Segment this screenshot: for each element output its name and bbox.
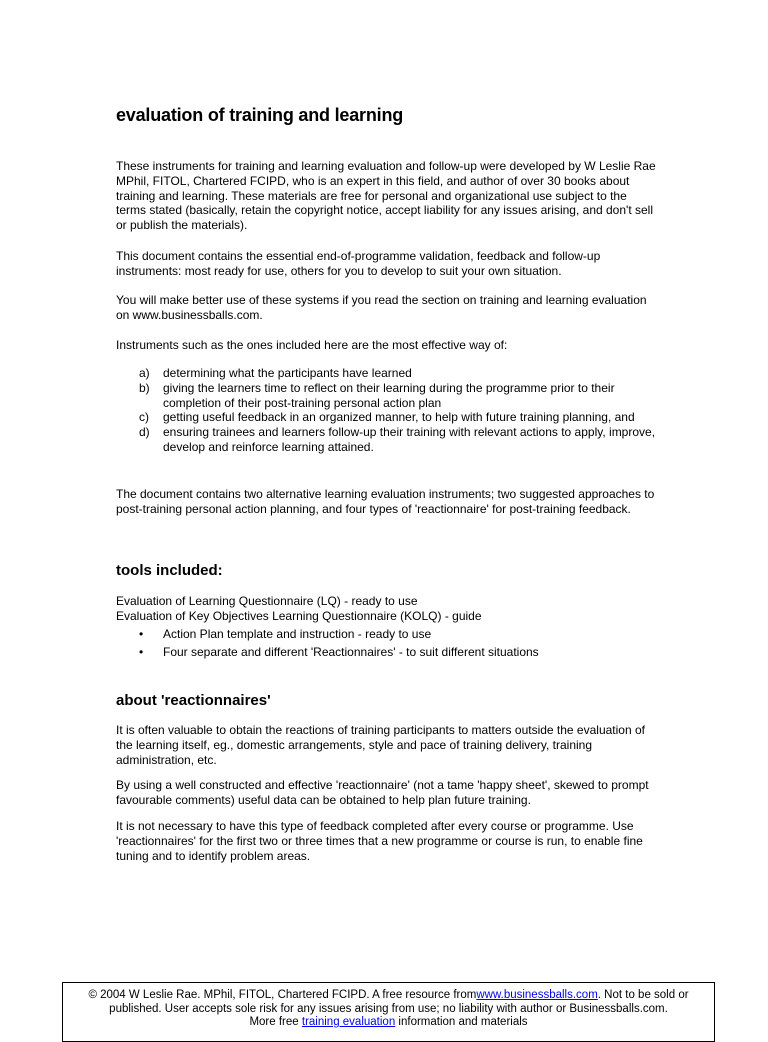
training-evaluation-link[interactable]: training evaluation [301, 1016, 396, 1028]
list-item: c) getting useful feedback in an organized manner, to help with future training planning, and [139, 410, 635, 425]
list-item: • Action Plan template and instruction - ready to use [116, 625, 539, 643]
tools-lines [116, 594, 482, 624]
summary-paragraph: The document contains two alternative learning evaluation instruments; two suggested approaches to post-training personal action planning, and four types of 'reactionnaire' for post-training feedback. [116, 487, 655, 516]
reactionnaires-paragraph-2: By using a well constructed and effective 'reactionnaire' (not a tame 'happy sheet', skewed to prompt favourable comments) useful data can be obtained to help plan future training. [116, 778, 649, 807]
reactionnaires-paragraph-1: It is often valuable to obtain the reactions of training participants to matters outside the evaluation of the learning itself, eg., domestic arrangements, style and pace of training delivery, training administration, etc. [116, 723, 645, 767]
tools-bullet-list [116, 625, 539, 661]
tool-line: Evaluation of Learning Questionnaire (LQ) - ready to use [116, 594, 418, 608]
usage-paragraph: You will make better use of these systems if you read the section on training and learning evaluation on www.businessballs.com. [116, 293, 647, 322]
tools-heading: tools included: [116, 562, 223, 579]
list-item: b) giving the learners time to reflect on their learning during the programme prior to their completion of their post-training personal action plan [139, 380, 615, 410]
footer-line-1: © 2004 W Leslie Rae. MPhil, FITOL, Chartered FCIPD. A free resource fromwww.businessballs.com. Not to be sold or published. User accepts sole risk for any issues arising from use; no liability with author or Businessballs.com. [88, 989, 689, 1015]
purpose-list [116, 366, 656, 455]
purpose-intro-paragraph: Instruments such as the ones included here are the most effective way of: [116, 338, 508, 352]
reactionnaires-paragraph-3: It is not necessary to have this type of feedback completed after every course or programme. Use 'reactionnaires' for the first two or three times that a new programme or course is run, to enable fine tuning and to identify problem areas. [116, 819, 643, 863]
copyright-footer [62, 982, 715, 1042]
businessballs-link[interactable]: www.businessballs.com [476, 989, 598, 1001]
contents-paragraph: This document contains the essential end-of-programme validation, feedback and follow-up instruments: most ready for use, others for you to develop to suit your own situation. [116, 249, 601, 278]
list-item: • Four separate and different 'Reactionnaires' - to suit different situations [116, 643, 539, 661]
reactionnaires-heading: about 'reactionnaires' [116, 692, 271, 709]
list-item: a) determining what the participants have learned [139, 366, 412, 380]
list-item: d) ensuring trainees and learners follow-up their training with relevant actions to apply, improve, develop and reinforce learning attained. [139, 425, 656, 454]
tool-line: Evaluation of Key Objectives Learning Questionnaire (KOLQ) - guide [116, 609, 482, 623]
intro-paragraph: These instruments for training and learning evaluation and follow-up were developed by W Leslie Rae MPhil, FITOL, Chartered FCIPD, who is an expert in this field, and author of over 30 books about training and learning. These materials are free for personal and organizational use subject to the terms stated (basically, retain the copyright notice, accept liability for any issues arising, and don't sell or publish the materials). [116, 159, 656, 233]
footer-line-2: More free training evaluation information and materials [249, 1016, 528, 1028]
page-title: evaluation of training and learning [116, 105, 404, 125]
